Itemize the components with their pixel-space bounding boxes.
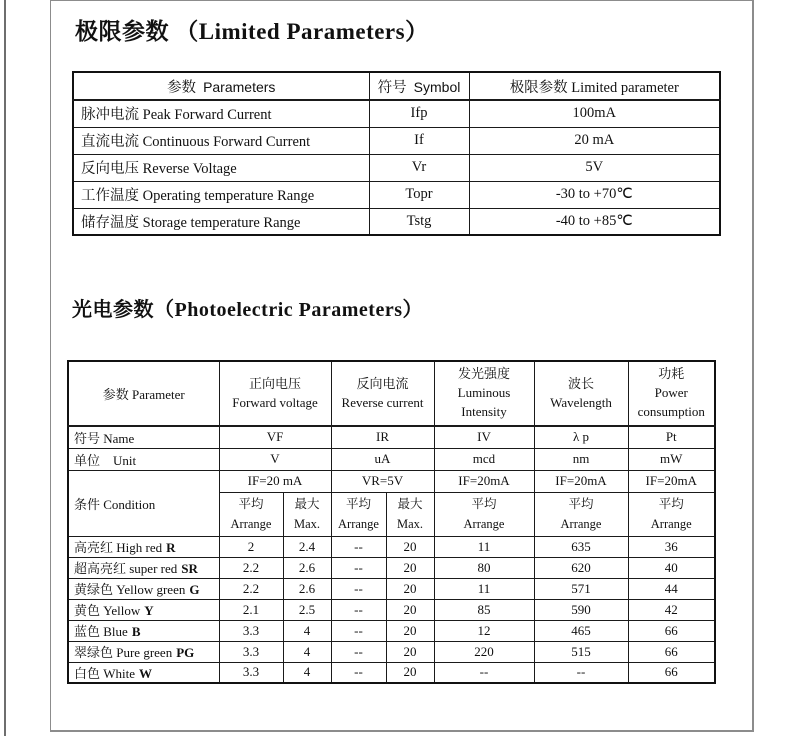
pt-cell: 44 [628, 578, 715, 599]
power-consumption-en2: consumption [637, 403, 705, 419]
color-label-text: 蓝色 Blue [74, 624, 128, 639]
wavelength-zh: 波长 [567, 375, 594, 391]
iv-cell: 11 [434, 578, 534, 599]
color-label-text: 黄绿色 Yellow green [74, 582, 186, 597]
symbol-cell: Tstg [369, 208, 469, 235]
table-row-high-red [68, 536, 715, 557]
color-label [68, 662, 219, 683]
scan-edge-line [4, 0, 6, 736]
name-ir: IR [331, 426, 434, 448]
color-label [68, 557, 219, 578]
name-iv: IV [434, 426, 534, 448]
iv-cell: 85 [434, 599, 534, 620]
ir-max-cell: 20 [386, 620, 434, 641]
max-zh: 最大 [294, 497, 320, 511]
value-cell: -40 to +85℃ [469, 208, 720, 235]
iv-cell: 220 [434, 641, 534, 662]
condition-ir: VR=5V [331, 470, 434, 492]
reverse-current-zh: 反向电流 [356, 375, 409, 391]
vf-max-cell: 2.4 [283, 536, 331, 557]
table-row [73, 181, 720, 208]
ir-max-cell: 20 [386, 662, 434, 683]
vf-max-cell: 4 [283, 641, 331, 662]
pt-cell: 42 [628, 599, 715, 620]
wl-cell: 590 [534, 599, 628, 620]
color-code: R [166, 540, 176, 555]
avg-zh: 平均 [568, 497, 594, 511]
sub-avg-ir [331, 492, 386, 536]
wl-cell: -- [534, 662, 628, 683]
color-code: SR [181, 561, 198, 576]
color-code: Y [144, 603, 154, 618]
max-en: Max. [293, 517, 321, 531]
ir-avg-cell: -- [331, 641, 386, 662]
header-wavelength [534, 361, 628, 426]
param-cell: 反向电压 Reverse Voltage [73, 154, 369, 181]
luminous-intensity-en1: Luminous [457, 385, 511, 401]
pt-cell: 66 [628, 662, 715, 683]
ir-avg-cell: -- [331, 557, 386, 578]
vf-avg-cell: 2.2 [219, 578, 283, 599]
unit-row [68, 448, 715, 470]
ir-max-cell: 20 [386, 578, 434, 599]
wl-cell: 515 [534, 641, 628, 662]
vf-max-cell: 2.6 [283, 557, 331, 578]
name-pt: Pt [628, 426, 715, 448]
param-cell: 储存温度 Storage temperature Range [73, 208, 369, 235]
sub-avg-pt [628, 492, 715, 536]
pt-cell: 66 [628, 641, 715, 662]
symbol-cell: Topr [369, 181, 469, 208]
condition-row [68, 470, 715, 492]
vf-avg-cell: 2 [219, 536, 283, 557]
vf-avg-cell: 2.2 [219, 557, 283, 578]
header-power-consumption [628, 361, 715, 426]
name-row-label: 符号 Name [68, 426, 219, 448]
ir-avg-cell: -- [331, 578, 386, 599]
page-border-box [50, 0, 754, 732]
reverse-current-en: Reverse current [341, 394, 424, 410]
color-label-text: 白色 White [74, 665, 136, 681]
table-row-blue [68, 620, 715, 641]
iv-cell: 12 [434, 620, 534, 641]
forward-voltage-en: Forward voltage [232, 394, 318, 410]
avg-en: Arrange [230, 517, 272, 531]
limited-parameters-table [72, 71, 721, 236]
sub-max-vf [283, 492, 331, 536]
table-row-super-red [68, 557, 715, 578]
avg-en: Arrange [650, 517, 692, 531]
vf-max-cell: 4 [283, 620, 331, 641]
color-label [68, 620, 219, 641]
vf-avg-cell: 3.3 [219, 662, 283, 683]
vf-max-cell: 2.6 [283, 578, 331, 599]
luminous-intensity-en2: Intensity [461, 403, 507, 419]
header-limited-parameter: 极限参数 Limited parameter [469, 72, 720, 100]
avg-en: Arrange [338, 517, 379, 531]
header-luminous-intensity [434, 361, 534, 426]
sub-avg-vf [219, 492, 283, 536]
unit-ir: uA [331, 448, 434, 470]
power-consumption-zh: 功耗 [658, 366, 685, 382]
name-lambda: λ p [534, 426, 628, 448]
param-cell: 工作温度 Operating temperature Range [73, 181, 369, 208]
ir-avg-cell: -- [331, 662, 386, 683]
unit-row-label: 单位 Unit [68, 448, 219, 470]
section-title-photoelectric-parameters: 光电参数（Photoelectric Parameters） [72, 299, 423, 321]
ir-avg-cell: -- [331, 599, 386, 620]
ir-max-cell: 20 [386, 641, 434, 662]
vf-avg-cell: 3.3 [219, 641, 283, 662]
table-row-yellow-green [68, 578, 715, 599]
avg-zh: 平均 [471, 497, 497, 511]
param-cell: 脉冲电流 Peak Forward Current [73, 100, 369, 127]
vf-max-cell: 2.5 [283, 599, 331, 620]
table-row [73, 208, 720, 235]
header-symbol-en: Symbol [413, 78, 461, 95]
photoelectric-parameters-table [67, 360, 716, 684]
table-row-yellow [68, 599, 715, 620]
color-label-text: 超高亮红 super red [74, 561, 178, 576]
forward-voltage-zh: 正向电压 [248, 375, 301, 391]
symbol-cell: If [369, 127, 469, 154]
pt-cell: 40 [628, 557, 715, 578]
max-zh: 最大 [397, 497, 423, 511]
avg-en: Arrange [463, 517, 505, 531]
unit-iv: mcd [434, 448, 534, 470]
color-code: B [131, 624, 141, 639]
color-label [68, 536, 219, 557]
color-label [68, 641, 219, 662]
color-label-text: 黄色 Yellow [74, 603, 141, 618]
symbol-cell: Vr [369, 154, 469, 181]
unit-pt: mW [628, 448, 715, 470]
header-parameters [73, 72, 369, 100]
vf-avg-cell: 3.3 [219, 620, 283, 641]
pt-cell: 36 [628, 536, 715, 557]
condition-iv: IF=20mA [434, 470, 534, 492]
wl-cell: 571 [534, 578, 628, 599]
header-reverse-current [331, 361, 434, 426]
color-label-text: 翠绿色 Pure green [74, 645, 173, 660]
color-label-text: 高亮红 High red [74, 540, 163, 555]
unit-vf: V [219, 448, 331, 470]
color-code: PG [176, 645, 195, 660]
power-consumption-en1: Power [654, 385, 688, 401]
name-vf: VF [219, 426, 331, 448]
table-row-white [68, 662, 715, 683]
section-title-limited-parameters: 极限参数 （Limited Parameters） [75, 19, 429, 44]
avg-zh: 平均 [345, 497, 371, 511]
header-parameters-zh: 参数 [167, 79, 197, 96]
color-label [68, 578, 219, 599]
pt-cell: 66 [628, 620, 715, 641]
iv-cell: 80 [434, 557, 534, 578]
condition-vf: IF=20 mA [219, 470, 331, 492]
param-cell: 直流电流 Continuous Forward Current [73, 127, 369, 154]
header-parameter: 参数 Parameter [68, 361, 219, 426]
iv-cell: -- [434, 662, 534, 683]
sub-avg-iv [434, 492, 534, 536]
limited-table-header-row [73, 72, 720, 100]
header-symbol [369, 72, 469, 100]
avg-zh: 平均 [238, 497, 264, 511]
symbol-cell: Ifp [369, 100, 469, 127]
value-cell: 100mA [469, 100, 720, 127]
max-en: Max. [396, 517, 424, 531]
vf-avg-cell: 2.1 [219, 599, 283, 620]
iv-cell: 11 [434, 536, 534, 557]
value-cell: 5V [469, 154, 720, 181]
symbol-name-row [68, 426, 715, 448]
photo-table-header-row [68, 361, 715, 426]
table-row [73, 127, 720, 154]
sub-max-ir [386, 492, 434, 536]
luminous-intensity-zh: 发光强度 [457, 366, 510, 382]
avg-en: Arrange [560, 517, 602, 531]
condition-label: 条件 Condition [68, 470, 219, 536]
ir-max-cell: 20 [386, 536, 434, 557]
color-code: G [189, 582, 200, 597]
header-symbol-zh: 符号 [377, 79, 407, 96]
unit-wl: nm [534, 448, 628, 470]
wavelength-en: Wavelength [550, 394, 612, 410]
ir-avg-cell: -- [331, 536, 386, 557]
condition-pt: IF=20mA [628, 470, 715, 492]
ir-avg-cell: -- [331, 620, 386, 641]
vf-max-cell: 4 [283, 662, 331, 683]
ir-max-cell: 20 [386, 599, 434, 620]
header-forward-voltage [219, 361, 331, 426]
color-code: W [139, 665, 153, 681]
table-row-pure-green [68, 641, 715, 662]
value-cell: -30 to +70℃ [469, 181, 720, 208]
condition-wl: IF=20mA [534, 470, 628, 492]
ir-max-cell: 20 [386, 557, 434, 578]
value-cell: 20 mA [469, 127, 720, 154]
header-parameters-en: Parameters [203, 78, 276, 95]
color-label [68, 599, 219, 620]
wl-cell: 465 [534, 620, 628, 641]
sub-avg-wl [534, 492, 628, 536]
table-row [73, 100, 720, 127]
wl-cell: 635 [534, 536, 628, 557]
table-row [73, 154, 720, 181]
avg-zh: 平均 [658, 497, 684, 511]
wl-cell: 620 [534, 557, 628, 578]
